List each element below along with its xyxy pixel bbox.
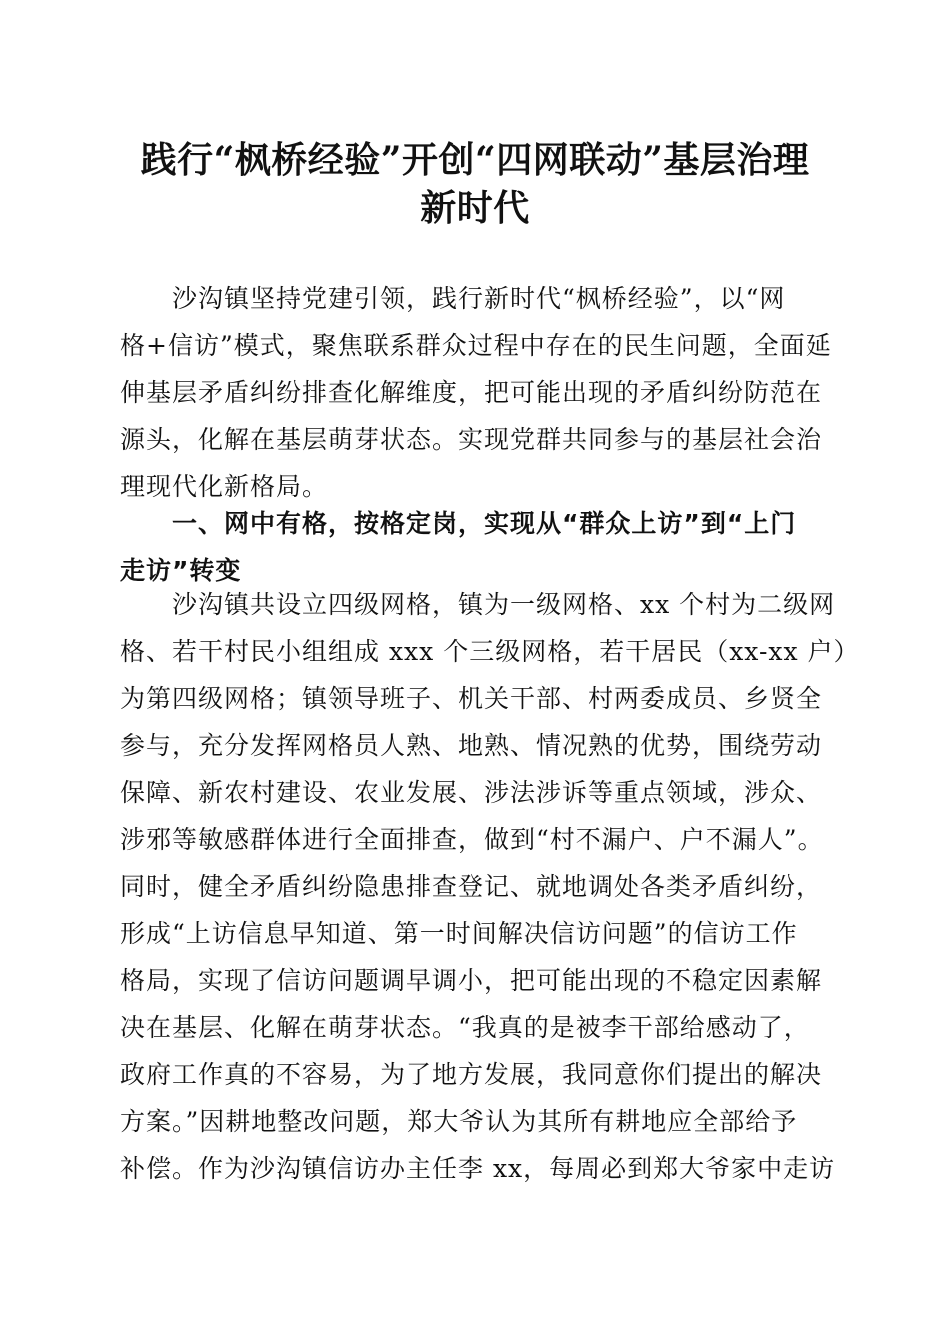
paragraph-line: 格局，实现了信访问题调早调小，把可能出现的不稳定因素解 [120, 966, 823, 995]
paragraph-line: 伸基层矛盾纠纷排查化解维度，把可能出现的矛盾纠纷防范在 [120, 378, 823, 407]
paragraph-line: 补偿。作为沙沟镇信访办主任李 xx，每周必到郑大爷家中走访 [120, 1154, 836, 1183]
paragraph-line: 参与，充分发挥网格员人熟、地熟、情况熟的优势，围绕劳动 [120, 731, 823, 760]
paragraph-line: 政府工作真的不容易，为了地方发展，我同意你们提出的解决 [120, 1060, 823, 1089]
section-heading-1 [120, 500, 832, 594]
paragraph-line: 格、若干村民小组组成 xxx 个三级网格，若干居民（xx-xx 户） [120, 637, 860, 666]
paragraph-line: 源头，化解在基层萌芽状态。实现党群共同参与的基层社会治 [120, 425, 823, 454]
paragraph-line: 格+信访”模式，聚焦联系群众过程中存在的民生问题，全面延 [120, 331, 832, 360]
paragraph-line: 涉邪等敏感群体进行全面排查，做到“村不漏户、户不漏人”。 [120, 825, 824, 854]
paragraph-line: 理现代化新格局。 [120, 472, 329, 501]
paragraph-line: 沙沟镇坚持党建引领，践行新时代“枫桥经验”，以“网 [172, 284, 786, 313]
document-title-line-1: 践行“枫桥经验”开创“四网联动”基层治理 [140, 139, 810, 181]
intro-paragraph [120, 275, 832, 510]
paragraph-line: 保障、新农村建设、农业发展、涉法涉诉等重点领域，涉众、 [120, 778, 823, 807]
paragraph-line: 为第四级网格；镇领导班子、机关干部、村两委成员、乡贤全 [120, 684, 823, 713]
document-title-line-2: 新时代 [420, 187, 530, 229]
section-1-paragraph [120, 581, 860, 1192]
heading-line: 一、网中有格，按格定岗，实现从“群众上访”到“上门 [172, 509, 797, 538]
paragraph-line: 形成“上访信息早知道、第一时间解决信访问题”的信访工作 [120, 919, 798, 948]
paragraph-line: 沙沟镇共设立四级网格，镇为一级网格、xx 个村为二级网 [172, 590, 836, 619]
paragraph-line: 决在基层、化解在萌芽状态。“我真的是被李干部给感动了， [120, 1013, 810, 1042]
paragraph-line: 方案。”因耕地整改问题，郑大爷认为其所有耕地应全部给予 [120, 1107, 798, 1136]
paragraph-line: 同时，健全矛盾纠纷隐患排查登记、就地调处各类矛盾纠纷， [120, 872, 823, 901]
heading-line: 走访”转变 [120, 556, 242, 585]
